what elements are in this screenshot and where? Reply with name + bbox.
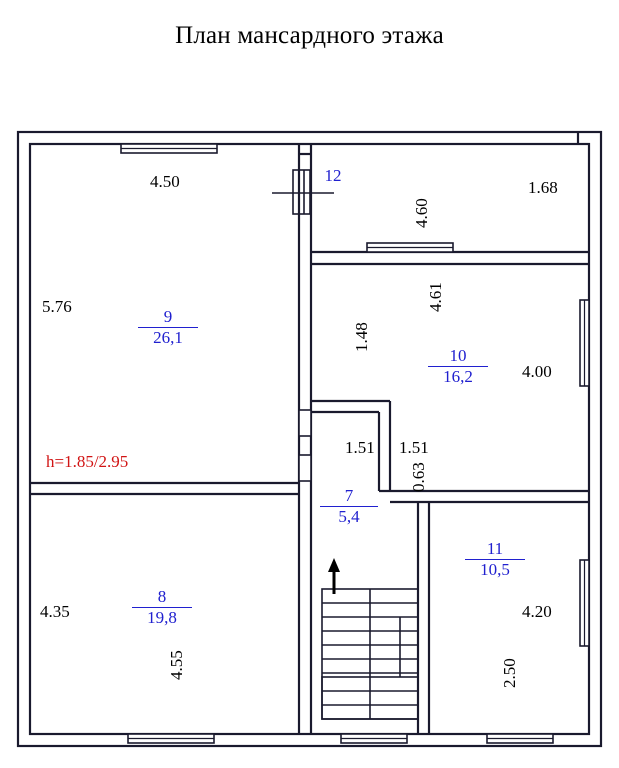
dim-corridor-right: 1.51: [399, 438, 429, 457]
room-12-label: [318, 167, 348, 186]
room-8-number: 8: [132, 588, 192, 608]
dim-mid-right: 4.61: [426, 282, 445, 312]
ceiling-height-note: h=1.85/2.95: [46, 452, 129, 471]
dim-room11-right: 4.20: [522, 602, 552, 621]
room-9-label: [138, 308, 198, 347]
room-11-label: [465, 540, 525, 579]
room-9-area: 26,1: [153, 327, 183, 347]
room-10-area: 16,2: [443, 366, 473, 386]
room-8-label: [132, 588, 192, 627]
dim-corridor-top: 1.48: [352, 322, 371, 352]
room-8-area: 19,8: [147, 607, 177, 627]
room-12-number: 12: [324, 166, 342, 185]
room-9-number: 9: [138, 308, 198, 328]
dim-top-right-inner: 4.60: [412, 198, 431, 228]
room-11-number: 11: [465, 540, 525, 560]
dim-bottom-left: 4.55: [167, 650, 186, 680]
room-10-label: [428, 347, 488, 386]
room-7-area: 5,4: [338, 506, 360, 526]
page-title: План мансардного этажа: [175, 22, 444, 49]
dim-bottom-right: 2.50: [500, 658, 519, 688]
room-7-label: [320, 487, 378, 526]
room-11-area: 10,5: [480, 559, 510, 579]
room-7-number: 7: [320, 487, 378, 507]
dim-corridor-step: 0.63: [409, 462, 428, 492]
dim-right-upper: 1.68: [528, 178, 558, 197]
dim-left-lower: 4.35: [40, 602, 70, 621]
dim-left-upper: 5.76: [42, 297, 72, 316]
dim-top-left: 4.50: [150, 172, 180, 191]
dim-corridor-left: 1.51: [345, 438, 375, 457]
dim-room10-right: 4.00: [522, 362, 552, 381]
room-10-number: 10: [428, 347, 488, 367]
